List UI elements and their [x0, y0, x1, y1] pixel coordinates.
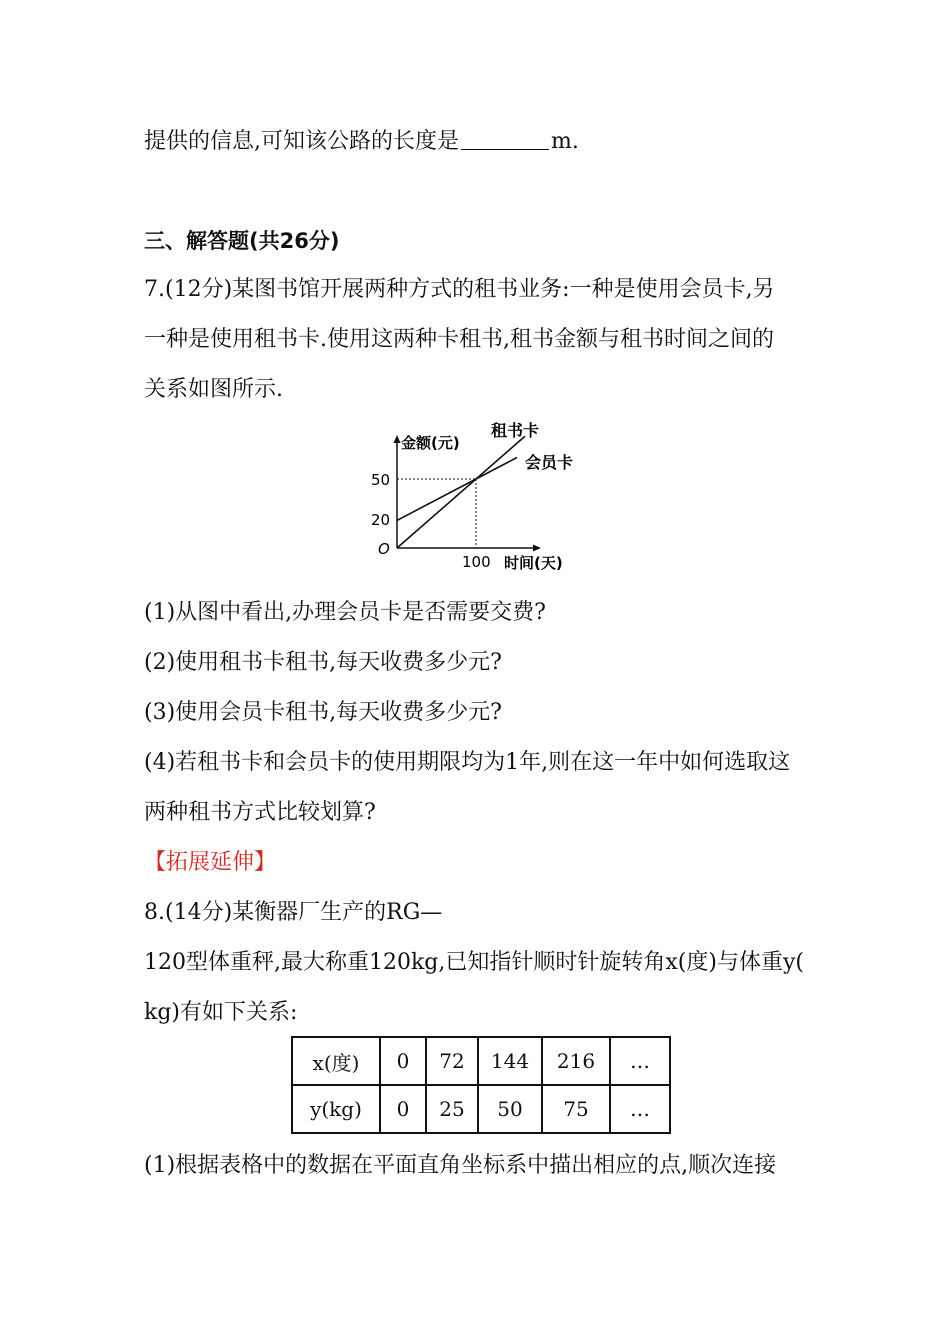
angle-weight-table — [291, 1036, 671, 1134]
table-row — [292, 1085, 670, 1133]
y-tick-50: 50 — [371, 471, 391, 489]
y-tick-20: 20 — [371, 511, 391, 529]
x-tick-100: 100 — [462, 553, 491, 571]
text-line-1 — [144, 127, 579, 157]
origin-label: O — [378, 540, 390, 558]
row-header: y(kg) — [292, 1085, 380, 1133]
text-fragment: 提供的信息,可知该公路的长度是 — [144, 129, 459, 154]
q7-part-4-line-2: 两种租书方式比较划算? — [144, 800, 376, 825]
q7-text-line-1: 7.(12分)某图书馆开展两种方式的租书业务:一种是使用会员卡,另 — [144, 277, 775, 302]
y-axis-label: 金额(元) — [401, 434, 460, 452]
row-header: x(度) — [292, 1037, 380, 1085]
table-row — [292, 1037, 670, 1085]
section-title: 三、解答题(共26分) — [144, 229, 340, 253]
member-card-line — [397, 457, 517, 520]
table-cell: … — [610, 1037, 670, 1085]
answer-blank[interactable] — [461, 127, 549, 150]
y-axis-arrow — [394, 435, 401, 443]
q8-text-line-1: 8.(14分)某衡器厂生产的RG— — [144, 900, 443, 925]
rental-graph — [365, 418, 590, 578]
extension-heading: 【拓展延伸】 — [144, 850, 277, 875]
text-fragment: m. — [551, 129, 579, 154]
q7-part-1: (1)从图中看出,办理会员卡是否需要交费? — [144, 600, 546, 625]
table-cell: 75 — [542, 1085, 610, 1133]
x-axis-arrow — [533, 545, 541, 552]
rental-card-line — [397, 436, 525, 548]
table-cell: 216 — [542, 1037, 610, 1085]
q7-text-line-3: 关系如图所示. — [144, 377, 283, 402]
table-cell: 25 — [426, 1085, 478, 1133]
table-cell: 0 — [380, 1085, 426, 1133]
q8-text-line-2: 120型体重秤,最大称重120kg,已知指针顺时针旋转角x(度)与体重y( — [144, 950, 804, 975]
table-cell: 72 — [426, 1037, 478, 1085]
table-cell: 50 — [478, 1085, 542, 1133]
q7-part-2: (2)使用租书卡租书,每天收费多少元? — [144, 650, 502, 675]
table-cell: 0 — [380, 1037, 426, 1085]
q8-part-1: (1)根据表格中的数据在平面直角坐标系中描出相应的点,顺次连接 — [144, 1153, 777, 1178]
x-axis-label: 时间(天) — [504, 554, 563, 572]
q7-text-line-2: 一种是使用租书卡.使用这两种卡租书,租书金额与租书时间之间的 — [144, 327, 774, 352]
series-label-member: 会员卡 — [525, 453, 574, 472]
table-cell: … — [610, 1085, 670, 1133]
q7-part-3: (3)使用会员卡租书,每天收费多少元? — [144, 700, 502, 725]
table-cell: 144 — [478, 1037, 542, 1085]
series-label-rental: 租书卡 — [491, 421, 540, 440]
q7-part-4-line-1: (4)若租书卡和会员卡的使用期限均为1年,则在这一年中如何选取这 — [144, 750, 791, 775]
q8-text-line-3: kg)有如下关系: — [144, 1000, 298, 1025]
